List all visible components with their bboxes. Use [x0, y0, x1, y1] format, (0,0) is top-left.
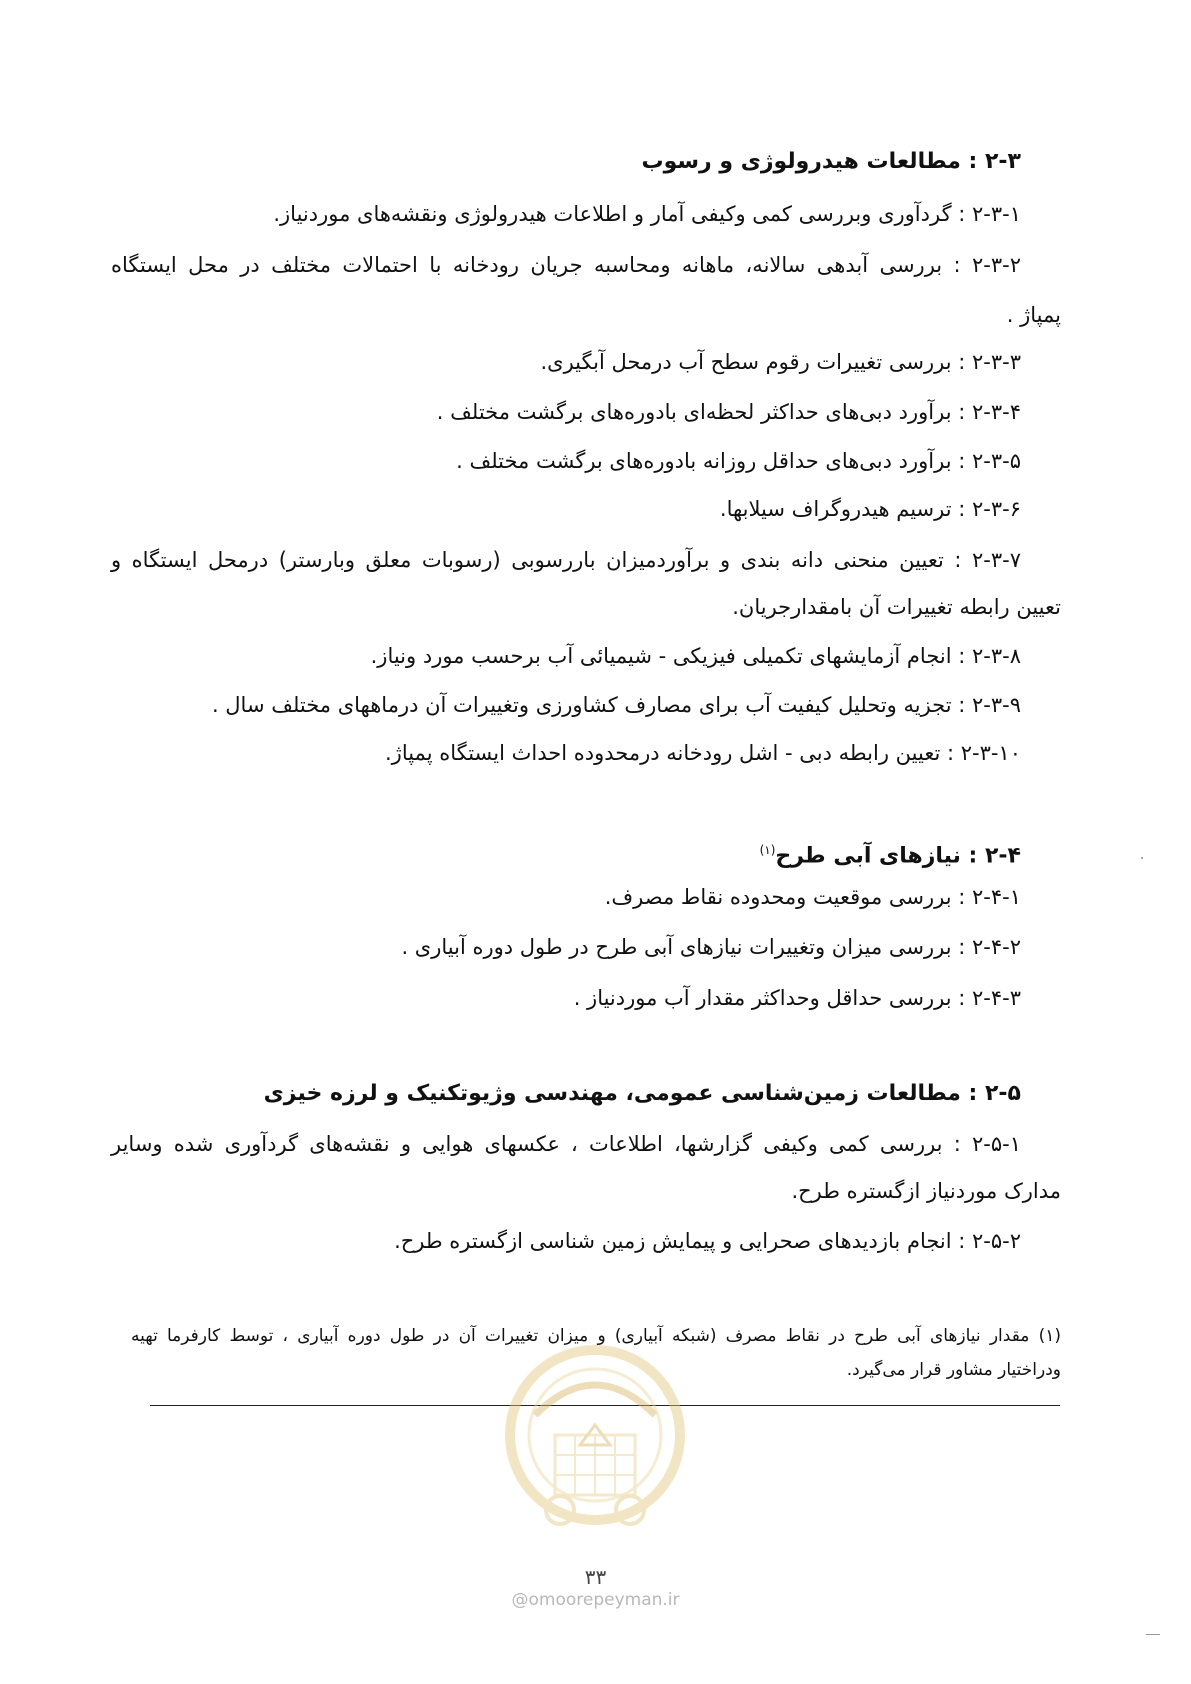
list-item: ۲-۵-۲ : انجام بازدیدهای صحرایی و پیمایش زمین شناسی ازگستره طرح.	[394, 1229, 1021, 1253]
watermark-url: @omoorepeyman.ir	[511, 1590, 680, 1610]
footnote-line: ودراختیار مشاور قرار می‌گیرد.	[846, 1360, 1061, 1380]
section-heading-water-needs	[760, 834, 1021, 872]
list-item-continuation: تعیین رابطه تغییرات آن بامقدارجریان.	[732, 595, 1061, 619]
list-item: ۲-۳-۳ : بررسی تغییرات رقوم سطح آب درمحل آبگیری.	[540, 350, 1021, 374]
section-heading-geology: ۲-۵ : مطالعات زمین‌شناسی عمومی، مهندسی وژیوتکنیک و لرزه خیزی	[263, 1081, 1021, 1106]
list-item: ۲-۴-۳ : بررسی حداقل وحداکثر مقدار آب موردنیاز .	[573, 986, 1021, 1010]
watermark-logo-icon	[495, 1335, 695, 1575]
list-item: ۲-۳-۲ : بررسی آبدهی سالانه، ماهانه ومحاسبه جریان رودخانه با احتمالات مختلف در محل ایستگاه	[111, 253, 1021, 277]
section-heading-hydrology: ۲-۳ : مطالعات هیدرولوژی و رسوب	[641, 149, 1021, 174]
list-item: ۲-۳-۵ : برآورد دبی‌های حداقل روزانه بادوره‌های برگشت مختلف .	[456, 449, 1021, 473]
list-item-continuation: پمپاژ .	[1006, 303, 1061, 327]
list-item: ۲-۳-۶ : ترسیم هیدروگراف سیلابها.	[719, 497, 1021, 521]
margin-mark	[1146, 1634, 1160, 1635]
list-item: ۲-۴-۲ : بررسی میزان وتغییرات نیازهای آبی طرح در طول دوره آبیاری .	[401, 935, 1021, 959]
list-item: ۲-۳-۸ : انجام آزمایشهای تکمیلی فیزیکی - شیمیائی آب برحسب مورد ونیاز.	[370, 644, 1021, 668]
list-item-continuation: مدارک موردنیاز ازگستره طرح.	[791, 1179, 1061, 1203]
footnote-line: (۱) مقدار نیازهای آبی طرح در نقاط مصرف (شبکه آبیاری) و میزان تغییرات آن در طول دوره آبیاری ، توسط کارفرما تهیه	[131, 1326, 1061, 1346]
list-item: ۲-۳-۴ : برآورد دبی‌های حداکثر لحظه‌ای بادوره‌های برگشت مختلف .	[436, 400, 1021, 424]
scan-speck	[1141, 857, 1143, 859]
page-number: ۳۳	[584, 1565, 607, 1589]
list-item: ۲-۳-۷ : تعیین منحنی دانه بندی و برآوردمیزان باررسوبی (رسوبات معلق وبارستر) درمحل ایستگاه و	[111, 548, 1021, 572]
footnote-reference: (۱)	[759, 843, 776, 857]
list-item: ۲-۴-۱ : بررسی موقعیت ومحدوده نقاط مصرف.	[604, 885, 1021, 909]
list-item: ۲-۳-۱۰ : تعیین رابطه دبی - اشل رودخانه درمحدوده احداث ایستگاه پمپاژ.	[385, 741, 1021, 765]
section-heading-text: ۲-۴ : نیازهای آبی طرح	[775, 843, 1021, 869]
list-item: ۲-۵-۱ : بررسی کمی وکیفی گزارشها، اطلاعات ، عکسهای هوایی و نقشه‌های گردآوری شده وسایر	[111, 1132, 1021, 1156]
list-item: ۲-۳-۹ : تجزیه وتحلیل کیفیت آب برای مصارف کشاورزی وتغییرات آن درماههای مختلف سال .	[211, 693, 1021, 717]
list-item: ۲-۳-۱ : گردآوری وبررسی کمی وکیفی آمار و اطلاعات هیدرولوژی ونقشه‌های موردنیاز.	[273, 202, 1021, 226]
